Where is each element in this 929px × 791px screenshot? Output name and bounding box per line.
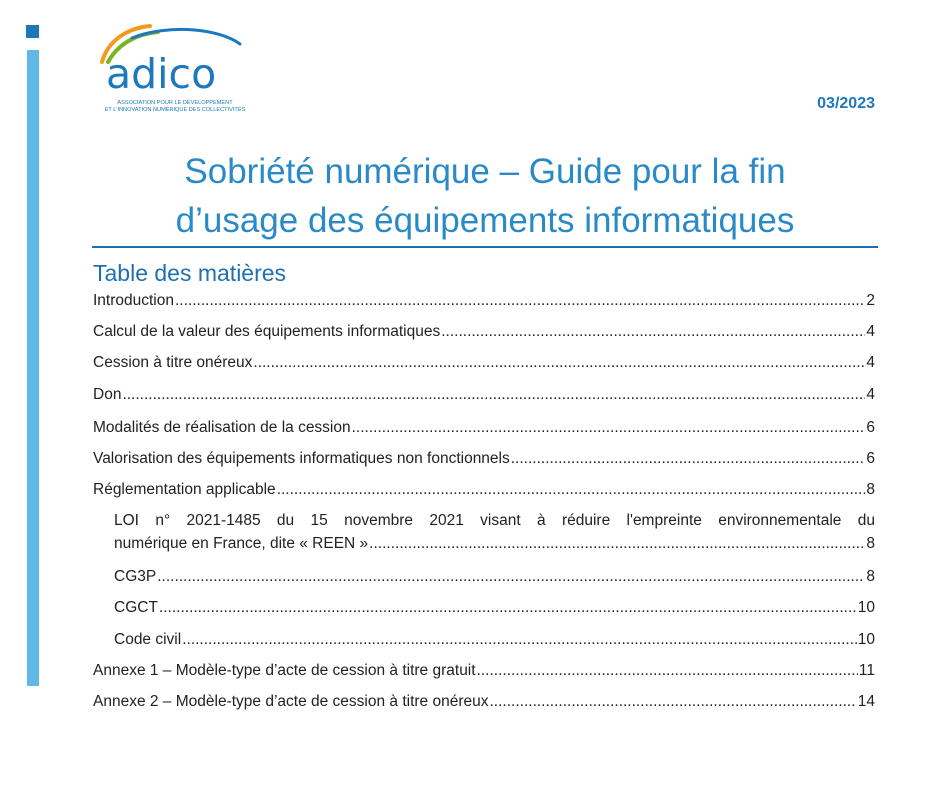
toc-entry-cgct[interactable]: CGCT ..... 10 xyxy=(114,599,875,617)
side-accent-bar xyxy=(27,50,39,686)
title-divider xyxy=(92,246,878,248)
document-date: 03/2023 xyxy=(817,95,875,112)
toc-entry-loi-reen[interactable]: LOI n° 2021-1485 du 15 novembre 2021 visant à réduire l'empreinte environnementale du numérique en France, dite « REEN » ..... 8 xyxy=(114,512,875,553)
toc-entry-code-civil[interactable]: Code civil ..... 10 xyxy=(114,631,875,649)
toc-entry-cession-onereux[interactable]: Cession à titre onéreux ..... 4 xyxy=(93,354,875,372)
toc-entry-annexe-1[interactable]: Annexe 1 – Modèle-type d’acte de cession à titre gratuit ..... 11 xyxy=(93,662,875,680)
adico-logo xyxy=(88,22,258,118)
logo-wordmark: adico xyxy=(106,50,217,98)
toc-entry-valorisation[interactable]: Valorisation des équipements informatiques non fonctionnels ..... 6 xyxy=(93,450,875,468)
toc-entry-cg3p[interactable]: CG3P ..... 8 xyxy=(114,568,875,586)
side-accent-square xyxy=(26,25,39,38)
toc-entry-don[interactable]: Don ..... 4 xyxy=(93,386,875,404)
document-title xyxy=(92,147,878,245)
title-line-2: d’usage des équipements informatiques xyxy=(175,201,795,240)
logo-subtitle: ASSOCIATION POUR LE DÉVELOPPEMENT ET L'INNOVATION NUMÉRIQUE DES COLLECTIVITÉS xyxy=(104,100,246,113)
title-line-1: Sobriété numérique – Guide pour la fin xyxy=(184,152,786,191)
toc-entry-reglementation[interactable]: Réglementation applicable ..... 8 xyxy=(93,481,875,499)
toc-heading: Table des matières xyxy=(93,260,287,286)
toc-entry-annexe-2[interactable]: Annexe 2 – Modèle-type d’acte de cession à titre onéreux ..... 14 xyxy=(93,693,875,711)
toc-entry-introduction[interactable]: Introduction ..... 2 xyxy=(93,292,875,310)
toc-entry-calcul[interactable]: Calcul de la valeur des équipements informatiques ..... 4 xyxy=(93,323,875,341)
toc-entry-modalites[interactable]: Modalités de réalisation de la cession ..... 6 xyxy=(93,419,875,437)
